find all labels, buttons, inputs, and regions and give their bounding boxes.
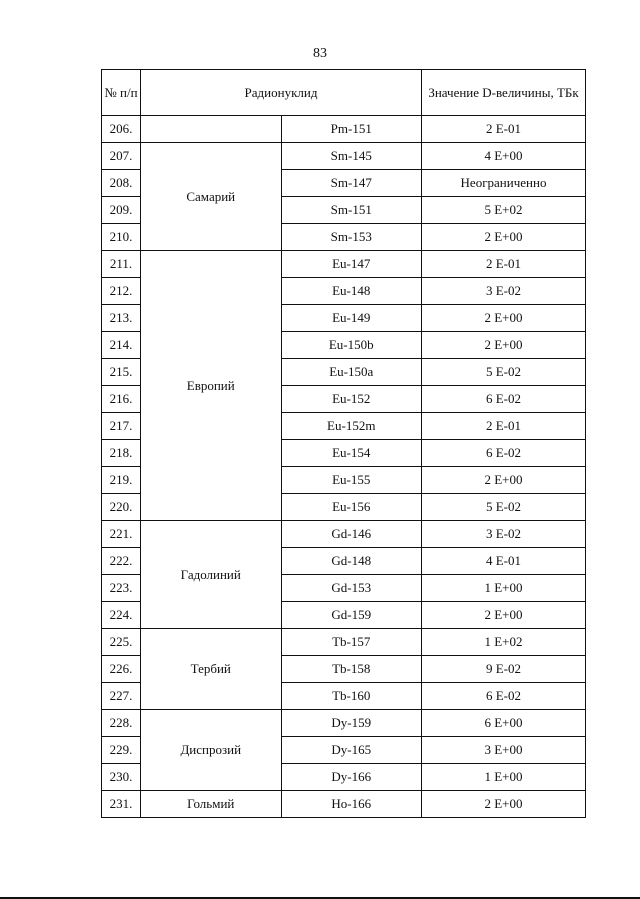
d-value-cell: 2 E-01 bbox=[422, 251, 586, 278]
d-value-cell: 6 E-02 bbox=[422, 386, 586, 413]
element-name-cell bbox=[141, 116, 282, 143]
row-number-cell: 229. bbox=[102, 737, 141, 764]
nuclide-cell: Sm-151 bbox=[281, 197, 422, 224]
d-value-cell: 4 E-01 bbox=[422, 548, 586, 575]
d-value-cell: 1 E+00 bbox=[422, 575, 586, 602]
row-number-cell: 226. bbox=[102, 656, 141, 683]
row-number-cell: 217. bbox=[102, 413, 141, 440]
nuclide-cell: Gd-159 bbox=[281, 602, 422, 629]
element-name-cell: Гадолиний bbox=[141, 521, 282, 629]
d-value-cell: 6 E-02 bbox=[422, 440, 586, 467]
nuclide-cell: Eu-152m bbox=[281, 413, 422, 440]
nuclide-cell: Dy-159 bbox=[281, 710, 422, 737]
d-value-cell: 6 E-02 bbox=[422, 683, 586, 710]
row-number-cell: 208. bbox=[102, 170, 141, 197]
row-number-cell: 221. bbox=[102, 521, 141, 548]
nuclide-cell: Eu-156 bbox=[281, 494, 422, 521]
d-value-cell: 1 E+02 bbox=[422, 629, 586, 656]
header-value: Значение D-величины, ТБк bbox=[422, 70, 586, 116]
element-name-cell: Гольмий bbox=[141, 791, 282, 818]
nuclide-cell: Eu-152 bbox=[281, 386, 422, 413]
row-number-cell: 210. bbox=[102, 224, 141, 251]
d-value-cell: 2 E+00 bbox=[422, 224, 586, 251]
header-radionuclide: Радионуклид bbox=[141, 70, 422, 116]
d-value-cell: 2 E+00 bbox=[422, 305, 586, 332]
row-number-cell: 216. bbox=[102, 386, 141, 413]
nuclide-cell: Eu-150b bbox=[281, 332, 422, 359]
d-value-cell: 4 E+00 bbox=[422, 143, 586, 170]
d-value-cell: 2 E-01 bbox=[422, 413, 586, 440]
d-value-cell: 5 E-02 bbox=[422, 359, 586, 386]
nuclide-cell: Eu-154 bbox=[281, 440, 422, 467]
row-number-cell: 231. bbox=[102, 791, 141, 818]
nuclide-cell: Ho-166 bbox=[281, 791, 422, 818]
nuclide-cell: Gd-148 bbox=[281, 548, 422, 575]
d-value-cell: 2 E+00 bbox=[422, 791, 586, 818]
d-value-cell: 6 E+00 bbox=[422, 710, 586, 737]
d-value-cell: 5 E-02 bbox=[422, 494, 586, 521]
nuclide-cell: Gd-146 bbox=[281, 521, 422, 548]
d-value-cell: 3 E-02 bbox=[422, 521, 586, 548]
table-row bbox=[102, 791, 586, 818]
row-number-cell: 230. bbox=[102, 764, 141, 791]
nuclide-cell: Eu-149 bbox=[281, 305, 422, 332]
element-name-cell: Тербий bbox=[141, 629, 282, 710]
nuclide-cell: Eu-155 bbox=[281, 467, 422, 494]
row-number-cell: 215. bbox=[102, 359, 141, 386]
row-number-cell: 214. bbox=[102, 332, 141, 359]
page-number: 83 bbox=[313, 46, 327, 61]
table-row bbox=[102, 629, 586, 656]
d-value-cell: 2 E+00 bbox=[422, 602, 586, 629]
table-row bbox=[102, 116, 586, 143]
table-row bbox=[102, 251, 586, 278]
row-number-cell: 218. bbox=[102, 440, 141, 467]
element-name-cell: Диспрозий bbox=[141, 710, 282, 791]
nuclide-cell: Tb-157 bbox=[281, 629, 422, 656]
table-row bbox=[102, 521, 586, 548]
nuclide-cell: Sm-153 bbox=[281, 224, 422, 251]
row-number-cell: 206. bbox=[102, 116, 141, 143]
row-number-cell: 222. bbox=[102, 548, 141, 575]
d-value-cell: 2 E-01 bbox=[422, 116, 586, 143]
nuclide-cell: Sm-145 bbox=[281, 143, 422, 170]
header-num: № п/п bbox=[102, 70, 141, 116]
row-number-cell: 225. bbox=[102, 629, 141, 656]
nuclide-cell: Sm-147 bbox=[281, 170, 422, 197]
row-number-cell: 227. bbox=[102, 683, 141, 710]
d-value-cell: 9 E-02 bbox=[422, 656, 586, 683]
row-number-cell: 224. bbox=[102, 602, 141, 629]
d-value-cell: 3 E-02 bbox=[422, 278, 586, 305]
nuclide-cell: Gd-153 bbox=[281, 575, 422, 602]
table-header-row bbox=[102, 70, 586, 116]
d-value-cell: 5 E+02 bbox=[422, 197, 586, 224]
element-name-cell: Самарий bbox=[141, 143, 282, 251]
nuclide-cell: Dy-166 bbox=[281, 764, 422, 791]
table-body bbox=[102, 116, 586, 818]
nuclide-cell: Dy-165 bbox=[281, 737, 422, 764]
row-number-cell: 213. bbox=[102, 305, 141, 332]
nuclide-cell: Eu-147 bbox=[281, 251, 422, 278]
nuclide-cell: Tb-160 bbox=[281, 683, 422, 710]
row-number-cell: 212. bbox=[102, 278, 141, 305]
d-value-cell: 2 E+00 bbox=[422, 467, 586, 494]
d-value-cell: 2 E+00 bbox=[422, 332, 586, 359]
table-row bbox=[102, 710, 586, 737]
d-value-cell: 1 E+00 bbox=[422, 764, 586, 791]
radionuclide-table bbox=[101, 69, 586, 818]
row-number-cell: 209. bbox=[102, 197, 141, 224]
d-value-cell: Неограниченно bbox=[422, 170, 586, 197]
d-value-cell: 3 E+00 bbox=[422, 737, 586, 764]
element-name-cell: Европий bbox=[141, 251, 282, 521]
row-number-cell: 211. bbox=[102, 251, 141, 278]
nuclide-cell: Eu-148 bbox=[281, 278, 422, 305]
row-number-cell: 220. bbox=[102, 494, 141, 521]
row-number-cell: 223. bbox=[102, 575, 141, 602]
nuclide-cell: Tb-158 bbox=[281, 656, 422, 683]
row-number-cell: 228. bbox=[102, 710, 141, 737]
row-number-cell: 207. bbox=[102, 143, 141, 170]
nuclide-cell: Pm-151 bbox=[281, 116, 422, 143]
table-row bbox=[102, 143, 586, 170]
nuclide-cell: Eu-150a bbox=[281, 359, 422, 386]
row-number-cell: 219. bbox=[102, 467, 141, 494]
